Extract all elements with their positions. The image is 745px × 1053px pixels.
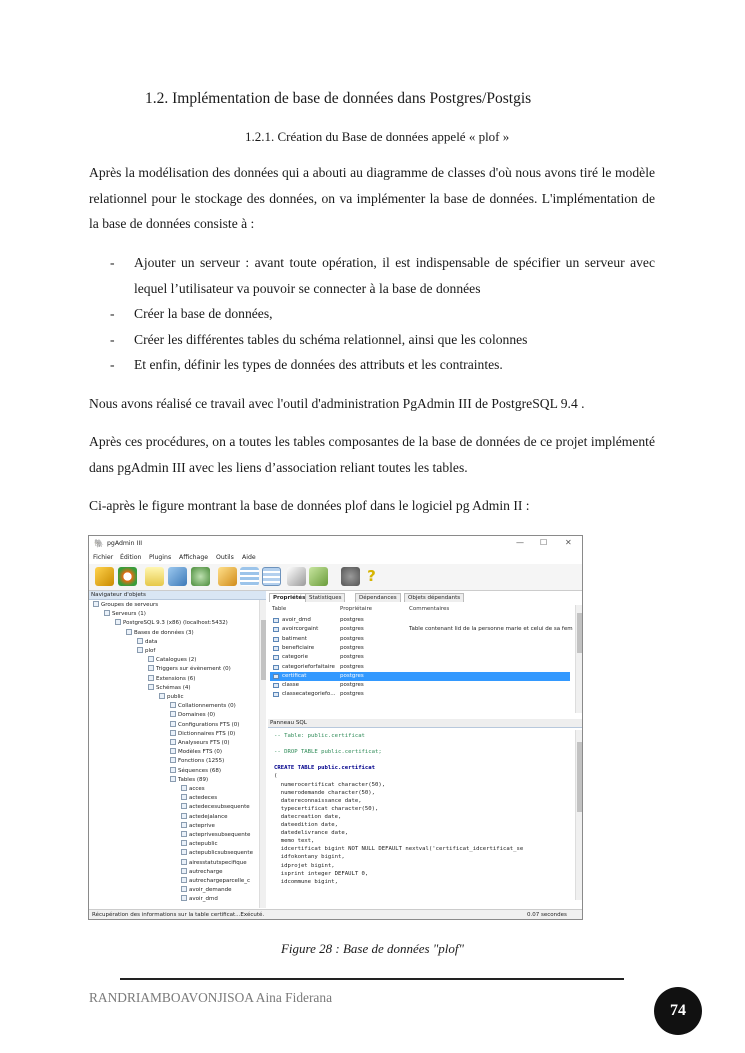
tree-node-label: Modèles FTS (0) [178,749,222,756]
tree-node-icon [126,629,132,635]
tree-node-icon [148,684,154,690]
properties-scrollbar[interactable] [575,605,582,713]
tree-node[interactable] [181,803,250,812]
tree-node[interactable] [181,877,250,886]
tree-node-icon [170,776,176,782]
tree-node-label: Catalogues (2) [156,657,197,664]
tree-node-icon [137,647,143,653]
elephant-icon: 🐘 [94,539,104,548]
list-item-text: Créer la base de données, [134,306,273,321]
subsection-heading: 1.2.1. Création du Base de données appelé « plof » [245,129,510,144]
cell-owner: postgres [340,626,364,633]
cell-owner: postgres [340,663,364,670]
tree-node-label: Collationnements (0) [178,703,236,710]
tree-node-label: public [167,694,184,700]
tree-node[interactable] [170,757,224,766]
sql-line: dateedition date, [274,822,338,829]
tree-node[interactable] [170,702,236,711]
sql-panel-header: Panneau SQL [268,719,583,728]
list-dash: - [110,255,115,270]
tab-3[interactable]: Objets dépendants [404,593,464,602]
menu-plugins[interactable]: Plugins [149,554,172,561]
create-object-icon[interactable] [168,567,187,586]
tree-node[interactable] [181,886,232,895]
cell-comment: Table contenant lid de la personne marie et celui de sa fem [409,626,573,633]
tree-node-label: Dictionnaires FTS (0) [178,730,236,737]
tree-node-icon [181,794,187,800]
tree-node[interactable] [181,785,205,794]
menu-outils[interactable]: Outils [216,554,234,561]
tree-node[interactable] [170,748,222,757]
tree-node-icon [170,711,176,717]
tree-node-label: Schémas (4) [156,684,191,691]
table-row[interactable] [270,663,570,672]
tree-node-icon [181,822,187,828]
tab-1[interactable]: Statistiques [305,593,345,602]
tree-node[interactable] [170,711,215,720]
tree-node-label: Analyseurs FTS (0) [178,740,230,746]
minimize-button[interactable]: — [516,538,524,547]
tree-node-label: Tables (89) [178,776,209,783]
sql-line: datereconnaissance date, [274,797,362,804]
tree-node-icon [181,877,187,883]
tree-node-label: avoir_dmd [189,896,218,903]
cell-table: classe [282,682,300,689]
sql-line: memo text, [274,838,315,845]
cell-table: beneficiaire [282,644,315,651]
table-icon [273,618,279,623]
tree-node-label: actedeces [189,795,218,802]
tree-node[interactable] [181,868,222,877]
tree-node-label: Bases de données (3) [134,629,194,636]
table-icon [273,655,279,660]
sql-line: CREATE TABLE public.certificat [274,765,376,772]
sql-scrollbar[interactable] [575,730,582,900]
table-icon [273,665,279,670]
cell-owner: postgres [340,617,364,623]
sql-line: numerocertificat character(50), [274,781,386,788]
sql-code [274,732,523,886]
tree-node-icon [181,831,187,837]
table-row[interactable] [270,690,570,699]
toolbar [89,564,582,591]
sql-line: idfokontany bigint, [274,854,345,861]
sql-line: idprojet bigint, [274,862,335,869]
tree-node-icon [170,757,176,763]
tree-node-icon [104,610,110,616]
tree-node-icon [181,895,187,901]
cell-table: avoir_dmd [282,617,311,623]
tree-node-icon [148,675,154,681]
tree-node-icon [181,849,187,855]
tree-node[interactable] [170,767,221,776]
tree-node-label: data [145,638,158,645]
sql-line: idcommune bigint, [274,878,338,885]
tree-node-label: Configurations FTS (0) [178,721,240,728]
refresh-icon[interactable] [118,567,137,586]
section-heading: 1.2. Implémentation de base de données dans Postgres/Postgis [145,90,532,107]
tree-node[interactable] [170,730,235,739]
tree-node[interactable] [137,638,157,647]
tree-node[interactable] [170,776,208,785]
tree-node-icon [137,638,143,644]
list-item-text: Et enfin, définir les types de données des attributs et les contraintes. [134,357,503,372]
tree-node[interactable] [170,721,239,730]
tree-node[interactable] [181,849,253,858]
tree-node[interactable] [181,840,217,849]
status-message: Récupération des informations sur la table certificat...Exécuté. [92,912,265,918]
maximize-button[interactable]: ☐ [540,538,548,547]
tree-node-icon [170,730,176,736]
window-titlebar [89,536,582,551]
tree-node[interactable] [181,831,250,840]
table-row[interactable] [270,653,570,662]
tree-node[interactable] [148,684,191,693]
tree-node[interactable] [148,656,196,665]
tree-node-icon [181,868,187,874]
cell-table: categorieforfaitaire [282,663,335,670]
table-icon [273,683,279,688]
tree-node-icon [170,767,176,773]
tree-node-label: Domaines (0) [178,712,216,719]
window-title: pgAdmin III [107,540,143,547]
table-row[interactable] [270,644,570,653]
column-header[interactable]: Commentaires [409,606,450,612]
tree-node-label: plof [145,648,156,654]
tree-node[interactable] [148,675,195,684]
filter-icon[interactable] [262,567,281,586]
tree-node-icon [115,619,121,625]
status-bar [89,909,582,920]
object-tree [89,600,259,908]
tree-node[interactable] [126,629,194,638]
tree-node[interactable] [181,813,228,822]
sql-line: datecreation date, [274,813,342,820]
page-number-badge: 74 [654,987,702,1035]
table-icon [273,692,279,697]
tree-node[interactable] [104,610,146,619]
tree-node[interactable] [181,794,217,803]
tree-node-icon [181,859,187,865]
tab-2[interactable]: Dépendances [355,593,401,602]
tree-node[interactable] [115,619,228,628]
properties-table [270,605,576,715]
figure-intro-paragraph: Ci-après le figure montrant la base de données plof dans le logiciel pg Admin II : [89,498,530,513]
sql-line: -- Table: public.certificat [274,733,365,739]
cell-owner: postgres [340,654,364,661]
cell-owner: postgres [340,635,364,642]
tree-node-icon [170,748,176,754]
tree-node[interactable] [170,739,229,748]
cell-owner: postgres [340,682,364,689]
tree-node-label: actedecesubsequente [189,804,250,811]
sql-line: isprint integer DEFAULT 0, [274,870,369,877]
tree-node-label: acces [189,786,205,792]
tool-paragraph: Nous avons réalisé ce travail avec l'outil d'administration PgAdmin III de PostgreSQL 9.4 . [89,396,585,411]
tree-node-label: acteprivesubsequente [189,832,251,838]
plugins-icon[interactable] [309,567,328,586]
view-data-icon[interactable] [240,567,259,586]
table-icon [273,627,279,632]
sql-panel [268,720,583,898]
status-timing: 0.07 secondes [527,912,567,918]
tree-scrollbar[interactable] [259,600,266,908]
tree-node[interactable] [137,647,155,656]
table-row[interactable] [270,616,570,625]
tree-node[interactable] [181,895,218,904]
column-header[interactable]: Propriétaire [340,606,372,612]
tree-node-label: PostgreSQL 9.3 (x86) (localhost:5432) [123,620,228,627]
list-item-text: Ajouter un serveur : avant toute opération, il est indispensable de spécifier un serveur avec lequel l’utilisateur va pouvoir se connecter à la base de données [134,255,655,296]
sql-line [274,756,523,764]
delete-icon[interactable] [191,567,210,586]
wrench-icon[interactable] [287,567,306,586]
tree-node-label: Séquences (68) [178,767,222,774]
cell-owner: postgres [340,691,364,698]
tree-node-icon [148,665,154,671]
tree-node-icon [170,702,176,708]
sql-line: idcertificat bigint NOT NULL DEFAULT nextval('certificat_idcertificat_se [274,846,524,853]
tree-node[interactable] [181,859,247,868]
tree-node-label: Fonctions (1255) [178,758,225,765]
tree-node-icon [181,886,187,892]
tree-node-label: Groupes de serveurs [101,602,159,608]
cell-table: batiment [282,635,307,642]
tree-node-label: Serveurs (1) [112,611,146,618]
sql-line: datedelivrance date, [274,830,349,837]
plug-icon[interactable] [95,567,114,586]
tree-node-icon [181,813,187,819]
tree-node[interactable] [159,693,184,702]
cell-table: certificat [282,672,307,679]
menu-bar [89,552,582,563]
tree-node-icon [170,739,176,745]
tree-node-icon [181,785,187,791]
help-icon[interactable]: ? [367,567,376,585]
footer-rule [120,978,624,980]
tree-node-label: airesstatutspecifique [189,859,247,866]
tree-node-icon [181,803,187,809]
cell-owner: postgres [340,672,364,679]
table-icon [273,646,279,651]
procedure-paragraph: Après ces procédures, on a toutes les tables composantes de la base de données de ce projet implémenté dans pgAdmin III avec les liens d’association reliant toutes les tables. [89,434,655,475]
tree-node[interactable] [93,601,158,610]
tree-node-icon [93,601,99,607]
pgadmin-screenshot [88,535,583,920]
table-row[interactable] [270,681,570,690]
sql-line: numerodemande character(50), [274,789,376,796]
tree-node-label: actepublicsubsequente [189,850,253,857]
list-dash: - [110,306,115,321]
menu-aide[interactable]: Aide [242,554,256,561]
tree-node-label: autrechargeparcelle_c [189,878,251,884]
close-button[interactable]: ✕ [565,538,572,547]
cell-owner: postgres [340,644,364,651]
cell-table: avoircorgaint [282,626,319,633]
tree-node[interactable] [181,822,215,831]
tree-node-label: autrecharge [189,868,223,875]
table-row[interactable] [270,625,573,634]
navigator-header: Navigateur d'objets [89,591,266,600]
tree-node-label: actedejalance [189,813,228,820]
tree-node-label: Extensions (6) [156,675,196,682]
sql-icon[interactable] [218,567,237,586]
tree-node-icon [159,693,165,699]
list-item-text: Créer les différentes tables du schéma relationnel, ainsi que les colonnes [134,332,528,347]
tree-node-label: avoir_demande [189,887,232,894]
sql-line: -- DROP TABLE public.certificat; [274,749,382,756]
tree-node[interactable] [148,665,231,674]
table-icon [273,674,279,679]
footer-author: RANDRIAMBOAVONJISOA Aina Fiderana [89,990,333,1005]
table-icon [273,637,279,642]
menu-edition[interactable]: Édition [120,554,142,561]
table-row[interactable] [270,635,570,644]
properties-icon[interactable] [145,567,164,586]
cell-table: classecategoriefo... [282,691,336,698]
column-header[interactable]: Table [272,606,287,612]
shield-icon[interactable] [341,567,360,586]
tab-0[interactable]: Propriétés [269,593,309,602]
intro-paragraph: Après la modélisation des données qui a abouti au diagramme de classes d'où nous avons tiré le modèle relationnel pour le stockage des données, on va implémenter la base de données. L'implémentation de la base de données consiste à : [89,165,655,232]
tree-node-label: actepublic [189,841,218,848]
sql-line: ( [274,773,278,780]
table-row[interactable] [270,672,570,681]
tree-node-label: acteprive [189,822,215,829]
figure-caption: Figure 28 : Base de données "plof" [280,941,464,956]
tree-node-icon [170,721,176,727]
tree-node-icon [181,840,187,846]
list-dash: - [110,332,115,347]
sql-line [274,740,523,748]
menu-fichier[interactable]: Fichier [93,554,114,561]
tree-node-label: Triggers sur évènement (0) [156,666,231,673]
tree-node-icon [148,656,154,662]
sql-line: typecertificat character(50), [274,805,379,812]
list-dash: - [110,357,115,372]
cell-table: categorie [282,654,308,661]
menu-affichage[interactable]: Affichage [179,554,209,561]
